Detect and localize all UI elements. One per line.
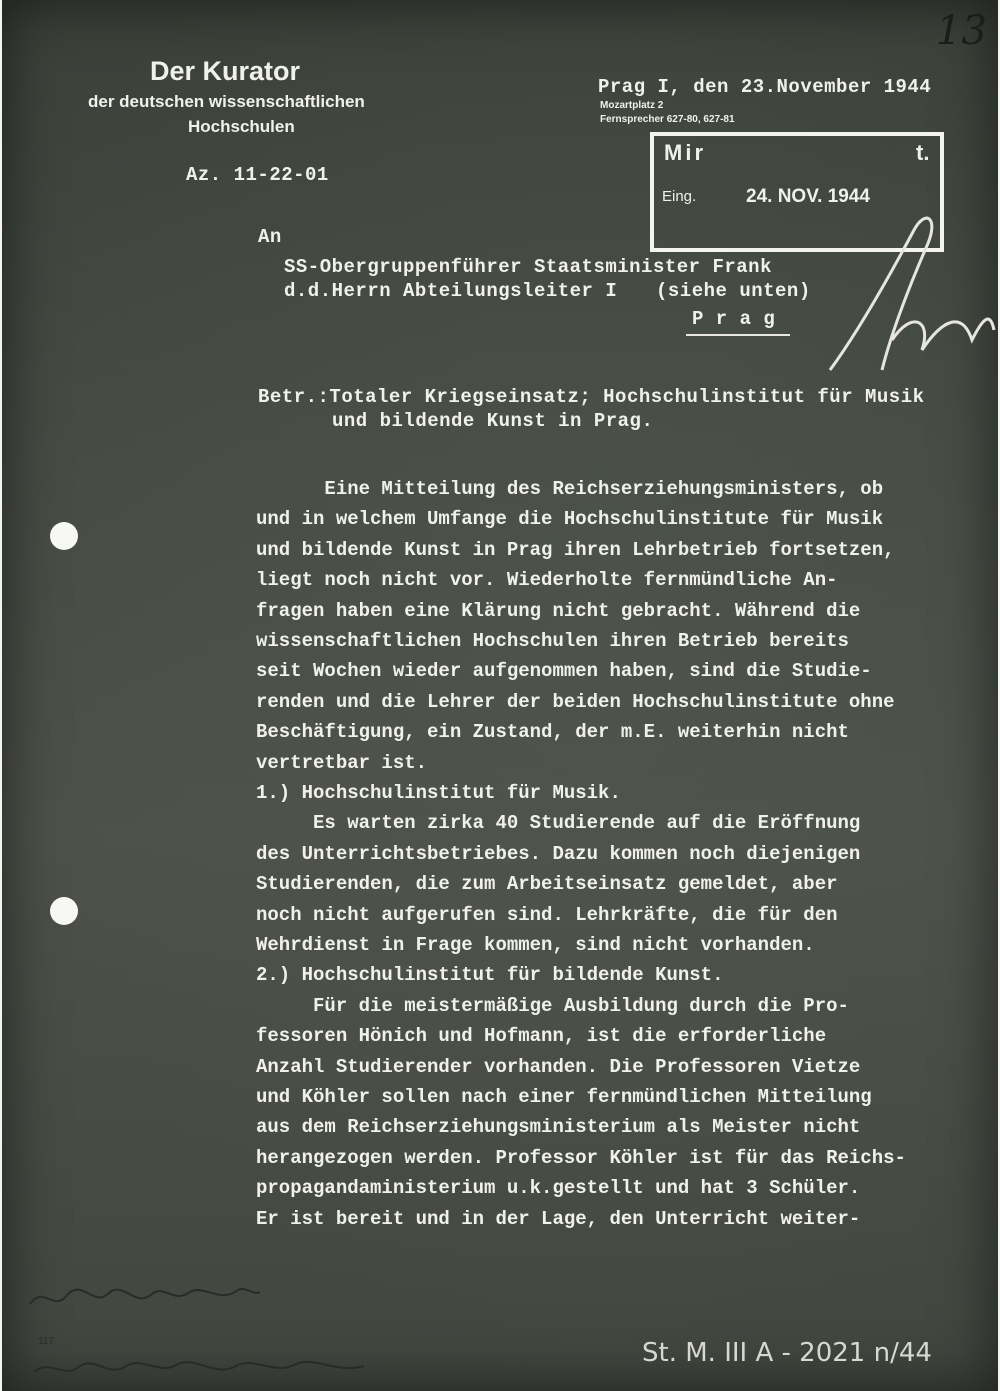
folio-number: 13 bbox=[936, 8, 987, 54]
body-line: herangezogen werden. Professor Köhler ist für das Reichs- bbox=[256, 1146, 906, 1169]
page-number: 117 bbox=[38, 1336, 54, 1347]
recipient-note: (siehe unten) bbox=[656, 280, 811, 302]
body-line: des Unterrichtsbetriebes. Dazu kommen noch diejenigen bbox=[256, 842, 861, 865]
recipient-an: An bbox=[258, 226, 282, 248]
address: Mozartplatz 2 bbox=[600, 100, 664, 111]
body-line: Beschäftigung, ein Zustand, der m.E. weiterhin nicht bbox=[256, 721, 849, 744]
body-line: wissenschaftlichen Hochschulen ihren Betrieb bereits bbox=[256, 630, 849, 652]
body-line: Wehrdienst in Frage kommen, sind nicht vorhanden. bbox=[256, 934, 815, 956]
body-line: 1.) Hochschulinstitut für Musik. bbox=[256, 782, 621, 804]
body-line: aus dem Reichserziehungsministerium als Meister nicht bbox=[256, 1116, 861, 1139]
stamp-entry-date: 24. NOV. 1944 bbox=[746, 186, 870, 207]
body-line: liegt noch nicht vor. Wiederholte fernmündliche An- bbox=[256, 569, 838, 592]
subject-line-2: und bildende Kunst in Prag. bbox=[332, 410, 654, 432]
recipient-city: P r a g bbox=[692, 308, 776, 330]
punch-hole-top bbox=[50, 522, 78, 550]
body-line: Eine Mitteilung des Reichserziehungsministers, ob bbox=[256, 478, 884, 500]
body-line: propagandaministerium u.k.gestellt und hat 3 Schüler. bbox=[256, 1177, 861, 1200]
body-line: und in welchem Umfange die Hochschulinstitute für Musik bbox=[256, 508, 884, 531]
body-line: 2.) Hochschulinstitut für bildende Kunst. bbox=[256, 964, 724, 987]
bottom-reference: St. M. III A - 2021 n/44 bbox=[642, 1338, 932, 1368]
org-subtitle-2: Hochschulen bbox=[188, 117, 295, 136]
org-name: Der Kurator bbox=[150, 56, 301, 86]
document-sheet bbox=[2, 0, 998, 1391]
body-line: Für die meistermäßige Ausbildung durch die Pro- bbox=[256, 994, 849, 1017]
recipient-line-2: d.d.Herrn Abteilungsleiter I bbox=[284, 280, 618, 302]
stamp-entry-label: Eing. bbox=[662, 188, 697, 205]
body-line: fragen haben eine Klärung nicht gebracht. Während die bbox=[256, 599, 861, 622]
body-line: seit Wochen wieder aufgenommen haben, sind die Studie- bbox=[256, 660, 872, 683]
punch-hole-bottom bbox=[50, 897, 78, 925]
org-subtitle: der deutschen wissenschaftlichen bbox=[88, 92, 365, 111]
stamp-ministry: Mir bbox=[664, 140, 706, 165]
body-line: vertretbar ist. bbox=[256, 751, 428, 774]
handwritten-initials bbox=[822, 200, 998, 390]
body-line: Er ist bereit und in der Lage, den Unterricht weiter- bbox=[256, 1207, 861, 1230]
body-line: Es warten zirka 40 Studierende auf die Eröffnung bbox=[256, 812, 861, 835]
body-line: Anzahl Studierender vorhanden. Die Professoren Vietze bbox=[256, 1055, 861, 1078]
body-line: renden und die Lehrer der beiden Hochschulinstitute ohne bbox=[256, 690, 895, 713]
body-line: und bildende Kunst in Prag ihren Lehrbetrieb fortsetzen, bbox=[256, 538, 895, 561]
handwritten-note-1 bbox=[24, 1274, 264, 1324]
handwritten-note-2 bbox=[30, 1352, 370, 1386]
body-line: noch nicht aufgerufen sind. Lehrkräfte, die für den bbox=[256, 903, 838, 926]
recipient-line-1: SS-Obergruppenführer Staatsminister Frank bbox=[284, 256, 772, 278]
place-date: Prag I, den 23.November 1944 bbox=[598, 76, 932, 98]
body-line: fessoren Hönich und Hofmann, ist die erforderliche bbox=[256, 1025, 827, 1048]
body-line: und Köhler sollen nach einer fernmündlichen Mitteilung bbox=[256, 1086, 872, 1108]
city-underline bbox=[686, 334, 790, 336]
body-line: Studierenden, die zum Arbeitseinsatz gemeldet, aber bbox=[256, 873, 838, 896]
phone: Fernsprecher 627-80, 627-81 bbox=[600, 114, 735, 125]
subject-line-1: Betr.:Totaler Kriegseinsatz; Hochschulinstitut für Musik bbox=[258, 386, 925, 408]
file-reference: Az. 11-22-01 bbox=[186, 164, 329, 186]
stamp-ministry-end: t. bbox=[916, 140, 930, 165]
